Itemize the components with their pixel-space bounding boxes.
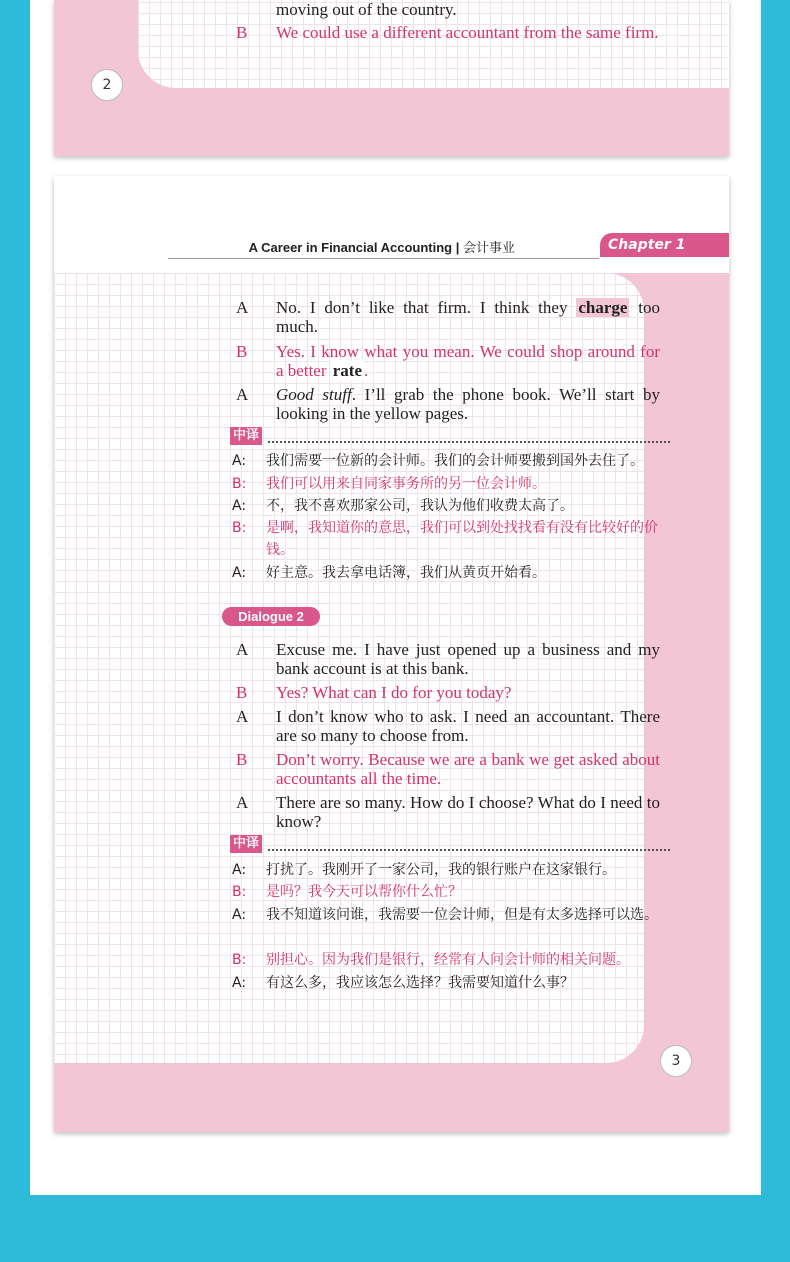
chapter-tab: Chapter 1 (600, 233, 729, 257)
dialogue-text: No. I don’t like that firm. I think they charge too much. (276, 298, 660, 336)
dialogue-text: Don’t worry. Because we are a bank we get asked about accountants all the time. (276, 750, 660, 788)
dialogue-line (222, 793, 660, 831)
translation-line: B: 是啊，我知道你的意思，我们可以到处找找看有没有比较好的价钱。 (232, 520, 658, 558)
dotted-divider (268, 849, 670, 851)
translation-label: 中译 (230, 427, 262, 445)
translation-line: B: 我们可以用来自同家事务所的另一位会计师。 (232, 476, 546, 492)
dialogue-text: Good stuff. I’ll grab the phone book. We’ll start by looking in the yellow pages. (276, 385, 661, 423)
dialogue-text: moving out of the country. (276, 0, 457, 19)
dialogue-line (222, 750, 660, 788)
dialogue-line (222, 23, 660, 42)
translation-line: A: 我不知道该问谁，我需要一位会计师，但是有太多选择可以选。 (232, 907, 658, 923)
speaker-label: B (236, 342, 248, 361)
translation-line: A: 有这么多，我应该怎么选择？我需要知道什么事？ (232, 975, 574, 991)
dialogue-line (222, 298, 660, 336)
page-number: 2 (91, 69, 123, 101)
translation-label: 中译 (230, 835, 262, 853)
speaker-label: A (236, 385, 249, 404)
speaker-label: A (236, 640, 249, 659)
translation-line: A: 不，我不喜欢那家公司，我认为他们收费太高了。 (232, 498, 574, 514)
book-page-3 (54, 176, 729, 1132)
dialogue-text: Yes? What can I do for you today? (276, 683, 512, 702)
header-title: A Career in Financial Accounting | 会计事业 (248, 240, 515, 255)
page-number: 3 (660, 1045, 692, 1077)
dialogue-line (222, 707, 660, 745)
dialogue-text: Yes. I know what you mean. We could shop around for a better rate . (276, 342, 660, 380)
translation-line: B: 别担心。因为我们是银行，经常有人问会计师的相关问题。 (232, 952, 630, 968)
keyword-highlight: rate (332, 361, 363, 380)
speaker-label: A (236, 707, 249, 726)
translation-header (230, 427, 670, 445)
translation-line: A: 打扰了。我刚开了一家公司，我的银行账户在这家银行。 (232, 862, 616, 878)
running-header (168, 234, 599, 259)
book-page-2 (54, 0, 729, 156)
dialogue-2-label: Dialogue 2 (222, 607, 320, 626)
translation-line: A: 我们需要一位新的会计师。我们的会计师要搬到国外去住了。 (232, 453, 644, 469)
translation-line: A: 好主意。我去拿电话簿，我们从黄页开始看。 (232, 565, 546, 581)
speaker-label: B (236, 23, 248, 42)
dotted-divider (268, 441, 670, 443)
dialogue-line (222, 342, 660, 380)
dialogue-text: We could use a different accountant from the same firm. (276, 23, 659, 42)
speaker-label: B (236, 750, 248, 769)
translation-line: B: 是吗？我今天可以帮你什么忙？ (232, 884, 462, 900)
speaker-label: A (236, 793, 249, 812)
dialogue-line (222, 0, 660, 19)
keyword-highlight: charge (578, 298, 628, 317)
dialogue-line (222, 683, 660, 702)
dialogue-line (222, 640, 660, 678)
dialogue-text: There are so many. How do I choose? What do I need to know? (276, 793, 660, 831)
dialogue-text: I don’t know who to ask. I need an accountant. There are so many to choose from. (276, 707, 660, 745)
dialogue-text: Excuse me. I have just opened up a business and my bank account is at this bank. (276, 640, 660, 678)
translation-header (230, 835, 670, 853)
dialogue-line (222, 385, 660, 423)
speaker-label: A (236, 298, 249, 317)
speaker-label: B (236, 683, 248, 702)
